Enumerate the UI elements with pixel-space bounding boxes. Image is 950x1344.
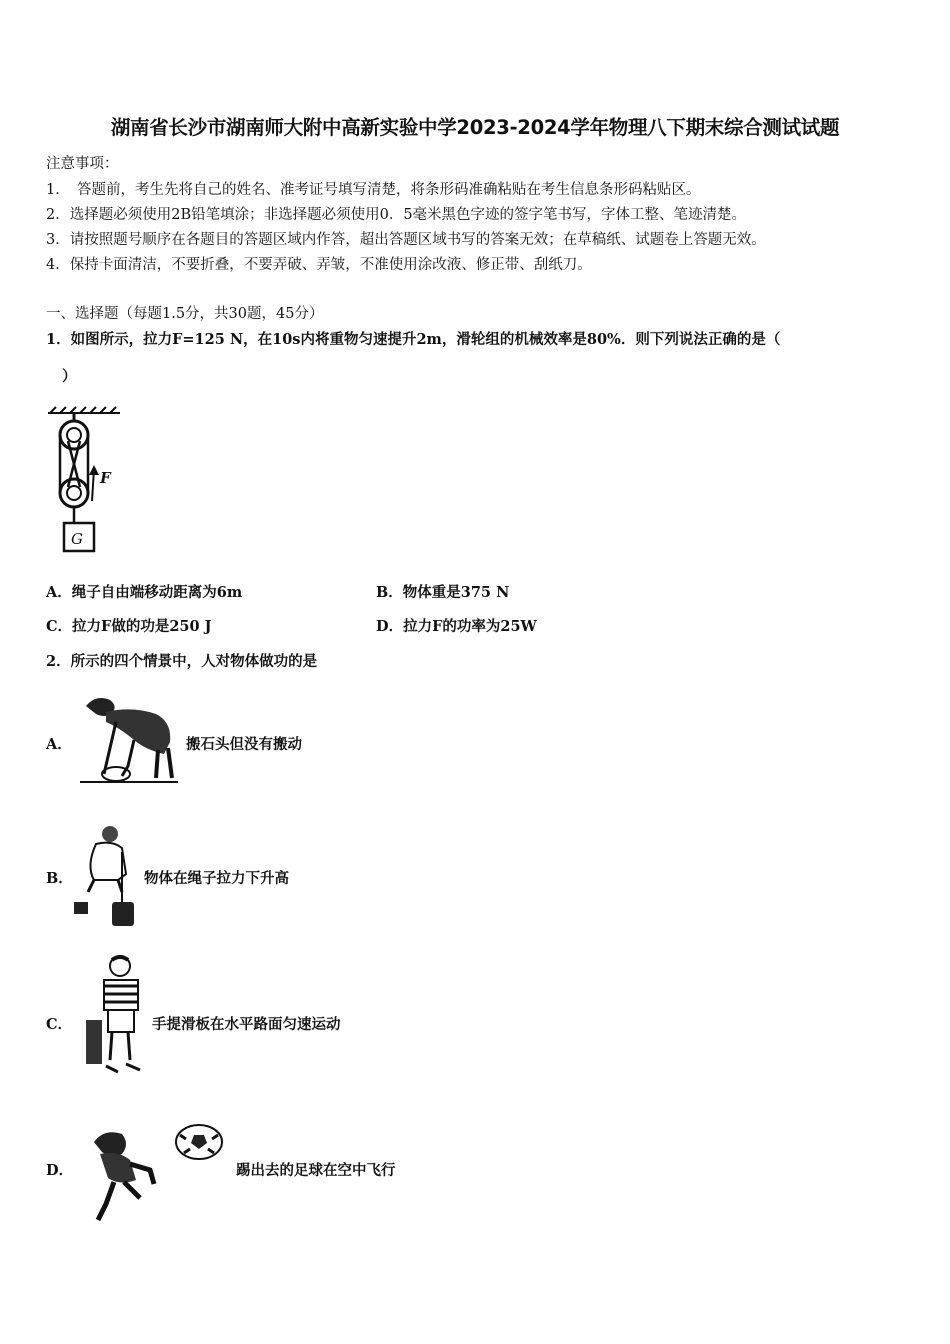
q2-option-a-letter[interactable]: A． [46,736,72,753]
notice-item-4: 4．保持卡面清洁，不要折叠，不要弄破、弄皱，不准使用涂改液、修正带、刮纸刀。 [46,257,592,273]
section-heading: 一、选择题（每题1.5分，共30题，45分） [46,306,324,322]
question-1-stem: 1．如图所示，拉力F=125 N，在10s内将重物匀速提升2m，滑轮组的机械效率是80%．则下列说法正确的是（ [46,331,781,348]
q1-option-b[interactable]: B．物体重是375 N [376,584,510,601]
notice-item-2: 2．选择题必须使用2B铅笔填涂；非选择题必须使用0．5毫米黑色字迹的签字笔书写，字体工整、笔迹清楚。 [46,207,747,223]
q2-option-d-letter[interactable]: D． [46,1162,74,1179]
notice-item-1: 1． 答题前，考生先将自己的姓名、准考证号填写清楚，将条形码准确粘贴在考生信息条形码粘贴区。 [46,182,701,198]
q2-option-a-text: 搬石头但没有搬动 [186,736,302,753]
q2-option-c-text: 手提滑板在水平路面匀速运动 [152,1016,341,1033]
q1-option-a[interactable]: A．绳子自由端移动距离为6m [46,584,243,601]
person-pulling-rope-image [72,822,142,928]
q1-option-c[interactable]: C．拉力F做的功是250 J [46,618,212,635]
force-label: F [100,469,111,487]
ceiling-hatch [48,407,120,413]
person-lifting-stone-image [76,692,180,788]
question-2-stem: 2．所示的四个情景中，人对物体做功的是 [46,653,318,670]
question-1-stem-tail: ） [62,368,77,385]
q2-option-d-text: 踢出去的足球在空中飞行 [236,1162,396,1179]
q2-option-b-text: 物体在绳子拉力下升高 [144,870,289,887]
soccer-ball-icon [174,1123,224,1161]
page-title: 湖南省长沙市湖南师大附中高新实验中学2023-2024学年物理八下期末综合测试试题 [110,116,840,139]
q1-option-d[interactable]: D．拉力F的功率为25W [376,618,537,635]
q2-option-b-letter[interactable]: B． [46,870,73,887]
q2-option-c-letter[interactable]: C． [46,1016,73,1033]
movable-pulley [60,479,88,507]
notice-item-3: 3．请按照题号顺序在各题目的答题区域内作答，超出答题区域书写的答案无效；在草稿纸、试题卷上答题无效。 [46,232,766,248]
notice-heading: 注意事项： [46,156,119,172]
pulley-system-figure [44,405,124,557]
weight-label: G [71,530,83,548]
person-carrying-skateboard-image [84,954,150,1076]
fixed-pulley [60,421,88,449]
boy-kicking-ball-image [84,1124,160,1224]
